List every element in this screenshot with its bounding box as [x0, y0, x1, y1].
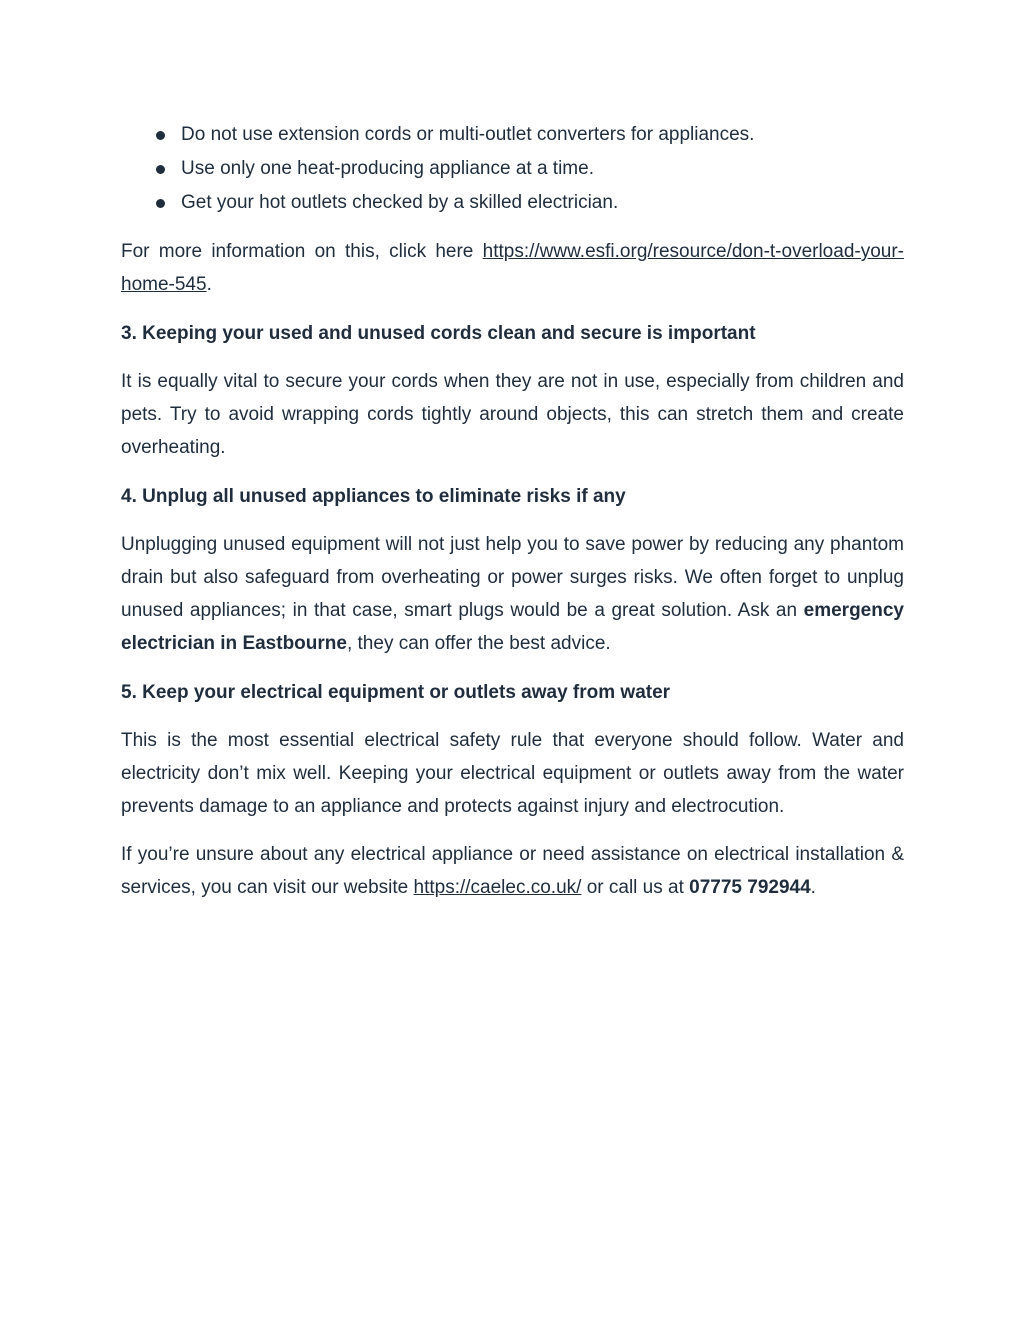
section-4-body-prefix: Unplugging unused equipment will not just help you to save power by reducing any phantom drain but also safeguard from overheating or power surges risks. We often forget to unplug unused appliances; in that case, smart plugs would be a great solution. Ask an: [121, 534, 904, 621]
bullet-icon: [156, 199, 165, 208]
emergency-electrician-keyword: emergency electrician in Eastbourne: [121, 600, 904, 654]
section-3-body: It is equally vital to secure your cords when they are not in use, especially from children and pets. Try to avoid wrapping cords tightly around objects, this can stretch them and create overheating.: [121, 371, 904, 458]
section-5-body: This is the most essential electrical safety rule that everyone should follow. Water and electricity don’t mix well. Keeping your electrical equipment or outlets away from the water prevents damage to an appliance and protects against injury and electrocution.: [121, 730, 904, 817]
more-info-paragraph: [121, 235, 904, 301]
bullet-icon: [156, 131, 165, 140]
document-page: [121, 118, 904, 904]
list-item-text: Use only one heat-producing appliance at a time.: [181, 158, 594, 179]
list-item: [121, 118, 904, 152]
list-item: [121, 186, 904, 220]
more-info-prefix: For more information on this, click here: [121, 241, 483, 262]
section-3-heading: 3. Keeping your used and unused cords clean and secure is important: [121, 323, 756, 344]
list-item-text: Get your hot outlets checked by a skilled electrician.: [181, 192, 619, 213]
list-item-text: Do not use extension cords or multi-outlet converters for appliances.: [181, 124, 755, 145]
bullet-icon: [156, 165, 165, 174]
closing-middle: or call us at: [581, 877, 690, 898]
closing-paragraph: [121, 838, 904, 904]
section-4-heading: 4. Unplug all unused appliances to eliminate risks if any: [121, 486, 626, 507]
section-4-body-suffix: , they can offer the best advice.: [346, 633, 611, 654]
closing-prefix: If you’re unsure about any electrical appliance or need assistance on electrical installation & services, you can visit our website: [121, 844, 904, 898]
website-link[interactable]: https://caelec.co.uk/: [413, 877, 582, 898]
section-5-heading: 5. Keep your electrical equipment or outlets away from water: [121, 682, 671, 703]
phone-number: 07775 792944: [689, 877, 811, 898]
more-info-suffix: .: [206, 274, 212, 295]
list-item: [121, 152, 904, 186]
esfi-resource-link[interactable]: https://www.esfi.org/resource/don-t-overload-your-home-545: [121, 241, 904, 295]
tips-list: [121, 118, 904, 220]
closing-suffix: .: [810, 877, 816, 898]
section-4-body: [121, 528, 904, 660]
